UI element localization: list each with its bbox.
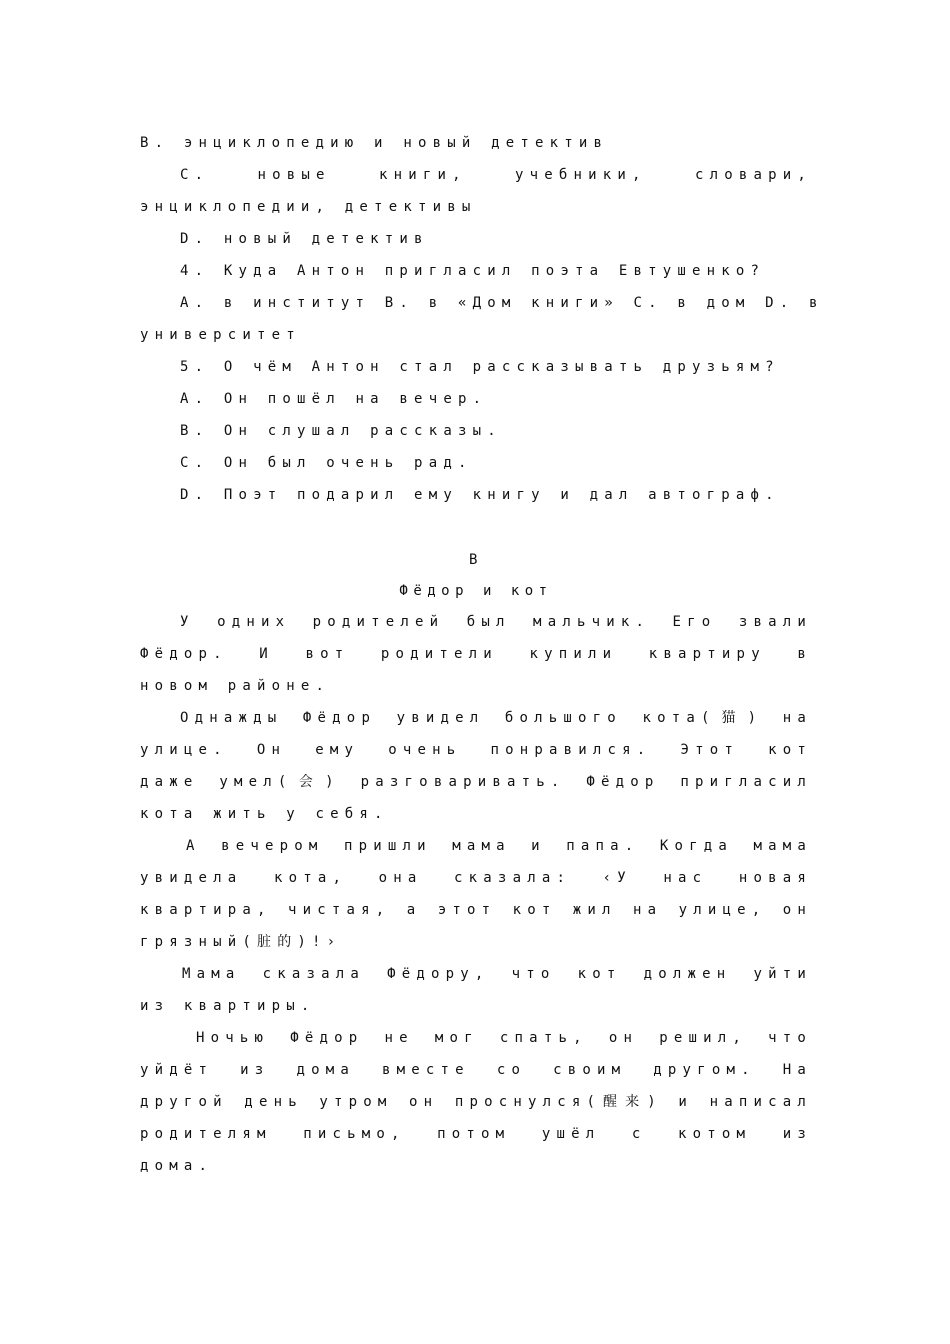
story-line: увидела кота, она сказала: ‹У нас новая xyxy=(140,870,812,886)
story-line: родителям письмо, потом ушёл с котом из xyxy=(140,1126,812,1142)
story-line: Фёдор. И вот родители купили квартиру в xyxy=(140,646,812,662)
q3-option-c-line2: энциклопедии, детективы xyxy=(140,199,477,215)
q5-question: 5. О чём Антон стал рассказывать друзьям? xyxy=(180,359,780,375)
story-line: А вечером пришли мама и папа. Когда мама xyxy=(186,838,812,854)
story-line: У одних родителей был мальчик. Его звали xyxy=(180,614,812,630)
story-line: кота жить у себя. xyxy=(140,806,389,822)
story-line: из квартиры. xyxy=(140,998,316,1014)
q5-option-a: A. Он пошёл на вечер. xyxy=(180,391,488,407)
story-line: уйдёт из дома вместе со своим другом. На xyxy=(140,1062,812,1078)
story-line: Ночью Фёдор не мог спать, он решил, что xyxy=(196,1030,812,1046)
q5-option-b: B. Он слушал рассказы. xyxy=(180,423,502,439)
q4-question: 4. Куда Антон пригласил поэта Евтушенко? xyxy=(180,263,766,279)
q5-option-c: C. Он был очень рад. xyxy=(180,455,473,471)
story-line: Однажды Фёдор увидел большого кота(猫) на xyxy=(180,710,812,726)
story-line: квартира, чистая, а этот кот жил на улице, он xyxy=(140,902,812,918)
q5-option-d: D. Поэт подарил ему книгу и дал автограф. xyxy=(180,487,780,503)
story-line: другой день утром он проснулся(醒来) и написал xyxy=(140,1094,812,1110)
story-line: Мама сказала Фёдору, что кот должен уйти xyxy=(182,966,812,982)
story-title: Фёдор и кот xyxy=(399,583,553,599)
q4-options-line2: университет xyxy=(140,327,301,343)
q4-options-line1: A. в институт B. в «Дом книги» C. в дом D. в xyxy=(180,295,824,311)
story-line: улице. Он ему очень понравился. Этот кот xyxy=(140,742,812,758)
story-line: грязный(脏的)!› xyxy=(140,934,342,950)
story-line: даже умел(会) разговаривать. Фёдор пригласил xyxy=(140,774,812,790)
section-letter: B xyxy=(469,552,483,568)
q3-option-c-line1: C. новые книги, учебники, словари, xyxy=(180,167,812,183)
story-line: новом районе. xyxy=(140,678,331,694)
story-line: дома. xyxy=(140,1158,214,1174)
q3-option-d: D. новый детектив xyxy=(180,231,429,247)
q3-option-b: B. энциклопедию и новый детектив xyxy=(140,135,609,151)
